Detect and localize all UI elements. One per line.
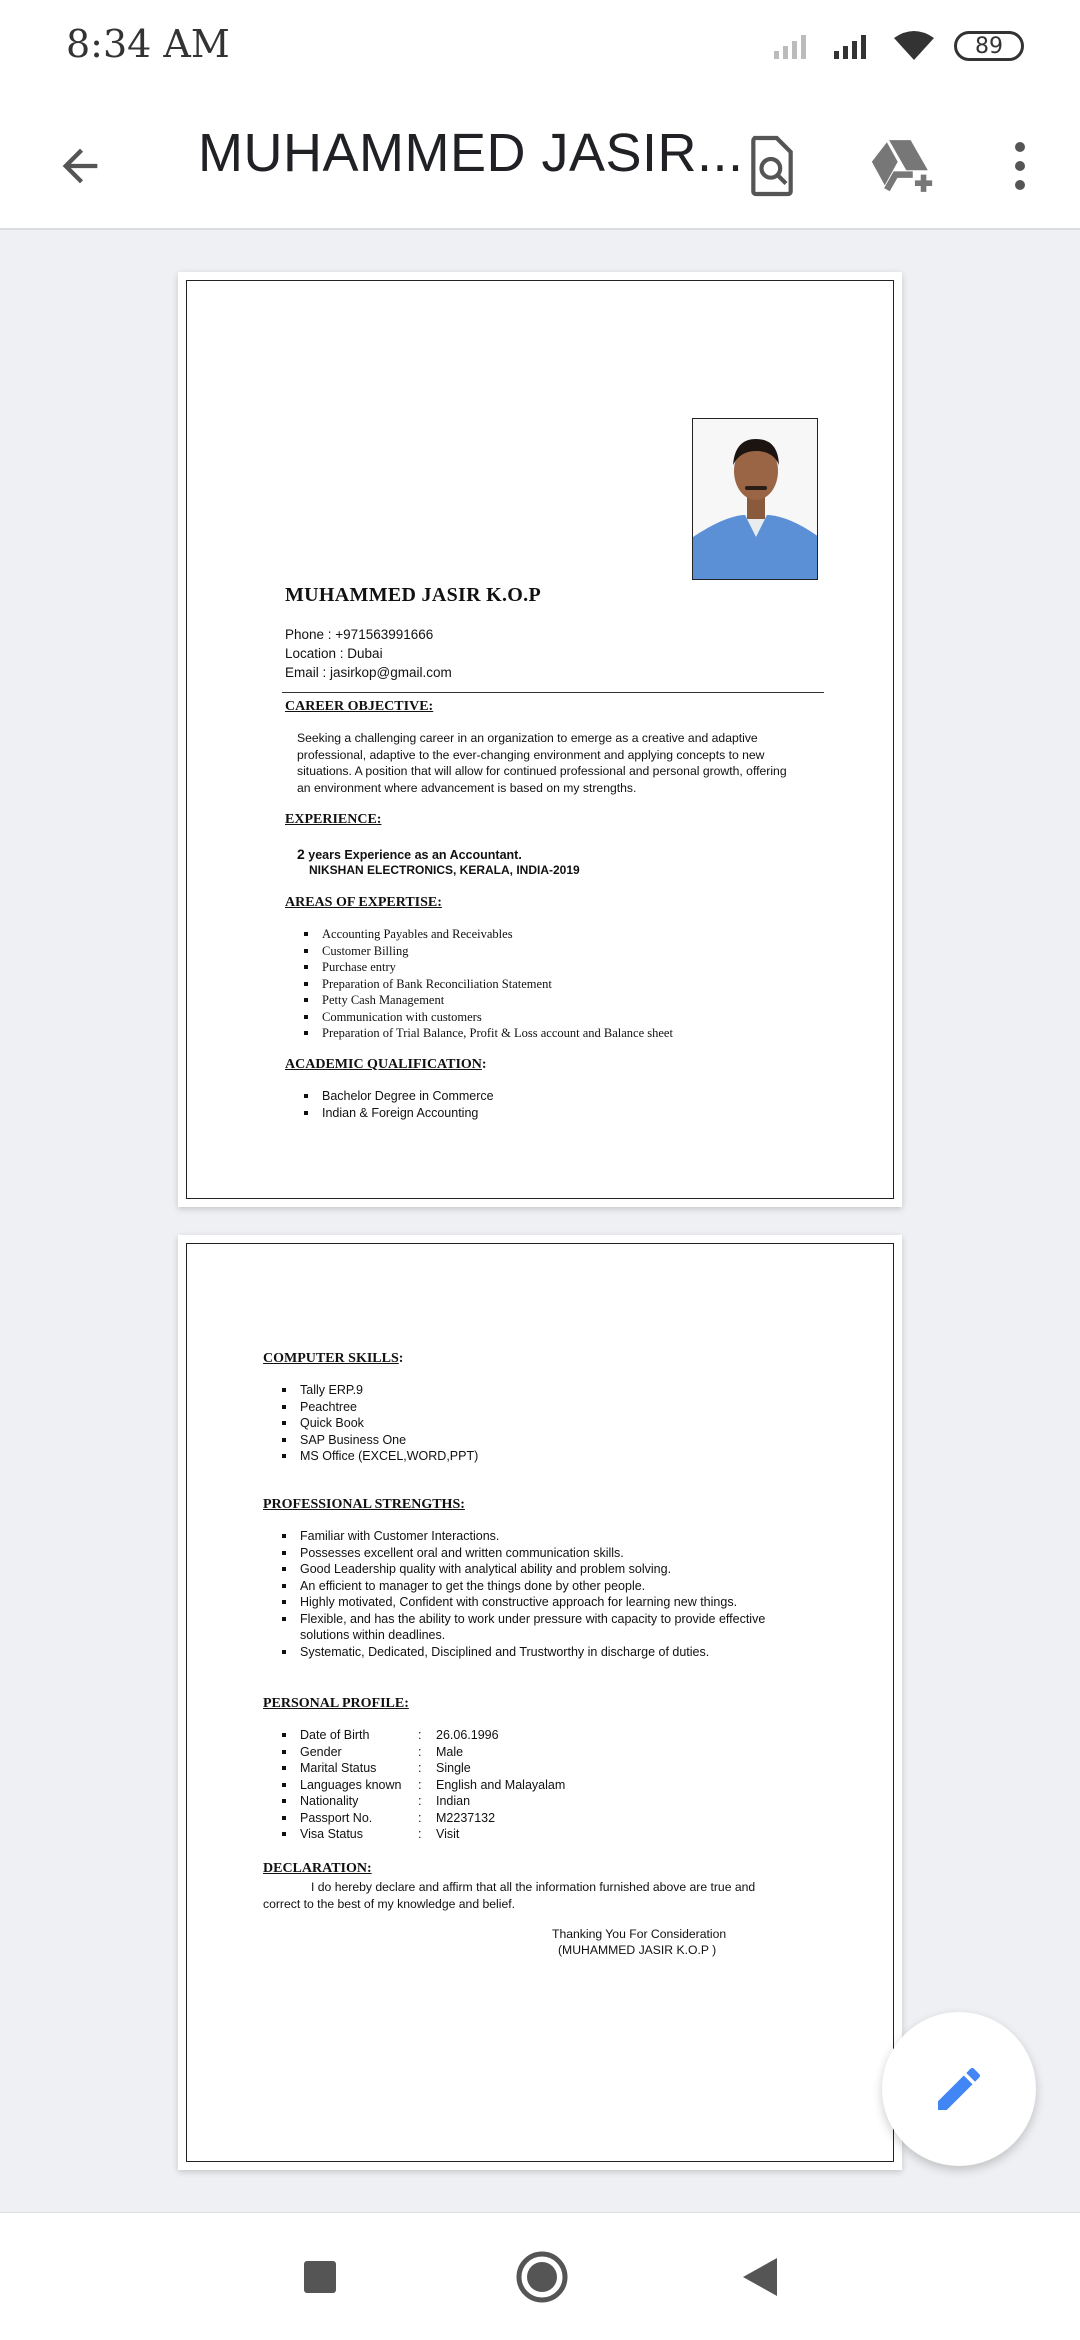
- personal-profile-value: English and Malayalam: [436, 1777, 566, 1792]
- computer-skill-item: Quick Book: [280, 1415, 820, 1432]
- personal-profile-value: Indian: [436, 1794, 471, 1808]
- academic-heading: ACADEMIC QUALIFICATION: [285, 1057, 482, 1072]
- system-nav-bar: [0, 2212, 1080, 2340]
- app-bar: [0, 90, 1080, 230]
- computer-skills-heading-row: [263, 1351, 403, 1367]
- personal-profile-separator: :: [418, 1761, 422, 1775]
- expertise-item: Preparation of Trial Balance, Profit & Loss account and Balance sheet: [302, 1025, 822, 1042]
- personal-profile-row: [280, 1777, 800, 1794]
- personal-profile-row: [280, 1810, 800, 1827]
- personal-profile-value: Single: [436, 1761, 471, 1775]
- strength-item: Highly motivated, Confident with constructive approach for learning new things.: [280, 1594, 780, 1611]
- closing-thanks: Thanking You For Consideration: [552, 1927, 727, 1941]
- resume-name: MUHAMMED JASIR K.O.P: [285, 584, 541, 606]
- wifi-icon: [892, 30, 936, 62]
- strength-item: Possesses excellent oral and written communication skills.: [280, 1545, 780, 1562]
- pdf-page-2: [178, 1235, 902, 2170]
- personal-profile-separator: :: [418, 1810, 422, 1825]
- pdf-viewer[interactable]: [0, 232, 1080, 2212]
- computer-skills-colon: :: [398, 1351, 404, 1366]
- declaration-text: I do hereby declare and affirm that all the information furnished above are true and correct to the best of my knowledge and belief.: [263, 1880, 756, 1911]
- contact-location: Location : Dubai: [285, 646, 383, 661]
- profile-photo: [692, 418, 818, 580]
- career-objective-text: Seeking a challenging career in an organization to emerge as a creative and adaptive professional, adaptive to the ever-changing environment and applying concepts to new situations. A position that will allow for continued professional and personal growth, offering an environment where advancement is based on my strengths.: [297, 731, 787, 795]
- academic-heading-colon: :: [481, 1057, 487, 1072]
- more-vert-icon: [1012, 141, 1028, 191]
- computer-skill-item: Tally ERP.9: [280, 1382, 820, 1399]
- status-icons: [772, 30, 1024, 62]
- expertise-heading: AREAS OF EXPERTISE:: [285, 895, 442, 910]
- computer-skills-list: [280, 1382, 820, 1465]
- status-bar: [0, 0, 1080, 90]
- nav-recents-button[interactable]: [280, 2237, 360, 2317]
- experience-heading: EXPERIENCE:: [285, 812, 382, 827]
- add-to-drive-button[interactable]: [860, 124, 944, 208]
- personal-profile-value: Visit: [436, 1827, 460, 1841]
- closing-signature: (MUHAMMED JASIR K.O.P ): [558, 1943, 717, 1957]
- personal-profile-label: Nationality: [300, 1794, 359, 1808]
- personal-profile-separator: :: [418, 1827, 422, 1841]
- nav-back-button[interactable]: [720, 2237, 800, 2317]
- contact-phone: Phone : +971563991666: [285, 627, 434, 642]
- back-button[interactable]: [40, 126, 120, 206]
- pdf-page-1: [178, 272, 902, 1207]
- career-objective-heading: CAREER OBJECTIVE:: [285, 699, 434, 714]
- experience-company: NIKSHAN ELECTRONICS, KERALA, INDIA-2019: [309, 863, 580, 877]
- academic-item: Indian & Foreign Accounting: [302, 1105, 822, 1122]
- personal-profile-label: Visa Status: [300, 1827, 364, 1841]
- nav-home-icon: [515, 2250, 569, 2304]
- strength-item: Familiar with Customer Interactions.: [280, 1528, 780, 1545]
- experience-role: years Experience as an Accountant.: [304, 848, 522, 862]
- strength-item: Systematic, Dedicated, Disciplined and Trustworthy in discharge of duties.: [280, 1644, 780, 1661]
- status-time: 8:34 AM: [66, 22, 230, 66]
- academic-list: [302, 1088, 822, 1121]
- personal-profile-row: [280, 1826, 800, 1843]
- personal-profile-separator: :: [418, 1777, 422, 1792]
- add-to-drive-icon: [869, 138, 935, 194]
- signal-strong-icon: [832, 31, 874, 61]
- experience-years: 2: [297, 846, 305, 862]
- personal-profile-separator: :: [418, 1794, 422, 1808]
- signal-weak-icon: [772, 31, 814, 61]
- pencil-icon: [931, 2061, 987, 2117]
- experience-line-1: [297, 846, 522, 862]
- personal-profile-value: M2237132: [436, 1810, 496, 1825]
- expertise-item: Petty Cash Management: [302, 992, 822, 1009]
- expertise-item: Customer Billing: [302, 943, 822, 960]
- nav-recents-icon: [303, 2260, 337, 2294]
- document-title: MUHAMMED JASIR...: [198, 123, 744, 183]
- nav-home-button[interactable]: [500, 2235, 584, 2319]
- strengths-heading: PROFESSIONAL STRENGTHS:: [263, 1497, 465, 1512]
- personal-profile-separator: :: [418, 1744, 422, 1759]
- strength-item: An efficient to manager to get the things done by other people.: [280, 1578, 780, 1595]
- computer-skill-item: MS Office (EXCEL,WORD,PPT): [280, 1448, 820, 1465]
- personal-profile-heading: PERSONAL PROFILE:: [263, 1696, 409, 1711]
- expertise-item: Purchase entry: [302, 959, 822, 976]
- personal-profile-row: [280, 1727, 800, 1744]
- expertise-item: Communication with customers: [302, 1009, 822, 1026]
- personal-profile-list: [280, 1727, 800, 1843]
- personal-profile-label: Date of Birth: [300, 1728, 370, 1742]
- academic-item: Bachelor Degree in Commerce: [302, 1088, 822, 1105]
- academic-heading-row: [285, 1057, 487, 1073]
- personal-profile-label: Languages known: [300, 1777, 402, 1792]
- computer-skill-item: SAP Business One: [280, 1432, 820, 1449]
- personal-profile-row: [280, 1760, 800, 1777]
- computer-skill-item: Peachtree: [280, 1399, 820, 1416]
- strength-item: Flexible, and has the ability to work under pressure with capacity to provide effective solutions within deadlines.: [280, 1611, 780, 1644]
- personal-profile-row: [280, 1793, 800, 1810]
- more-options-button[interactable]: [990, 126, 1050, 206]
- expertise-list: [302, 926, 822, 1042]
- personal-profile-value: 26.06.1996: [436, 1728, 499, 1742]
- expertise-item: Accounting Payables and Receivables: [302, 926, 822, 943]
- find-in-page-button[interactable]: [730, 124, 814, 208]
- battery-icon: 89: [954, 31, 1024, 61]
- contact-email: Email : jasirkop@gmail.com: [285, 665, 452, 680]
- computer-skills-heading: COMPUTER SKILLS: [263, 1351, 399, 1366]
- personal-profile-separator: :: [418, 1728, 422, 1742]
- personal-profile-row: [280, 1744, 800, 1761]
- edit-fab-button[interactable]: [882, 2012, 1036, 2166]
- personal-profile-value: Male: [436, 1744, 464, 1759]
- nav-back-icon: [741, 2256, 779, 2298]
- personal-profile-label: Gender: [300, 1744, 342, 1759]
- find-in-page-icon: [744, 135, 800, 197]
- strength-item: Good Leadership quality with analytical ability and problem solving.: [280, 1561, 780, 1578]
- personal-profile-label: Marital Status: [300, 1761, 377, 1775]
- strengths-list: [280, 1528, 780, 1660]
- personal-profile-label: Passport No.: [300, 1810, 373, 1825]
- expertise-item: Preparation of Bank Reconciliation Statement: [302, 976, 822, 993]
- header-divider: [282, 692, 824, 693]
- arrow-back-icon: [54, 140, 106, 192]
- declaration-heading: DECLARATION:: [263, 1861, 372, 1876]
